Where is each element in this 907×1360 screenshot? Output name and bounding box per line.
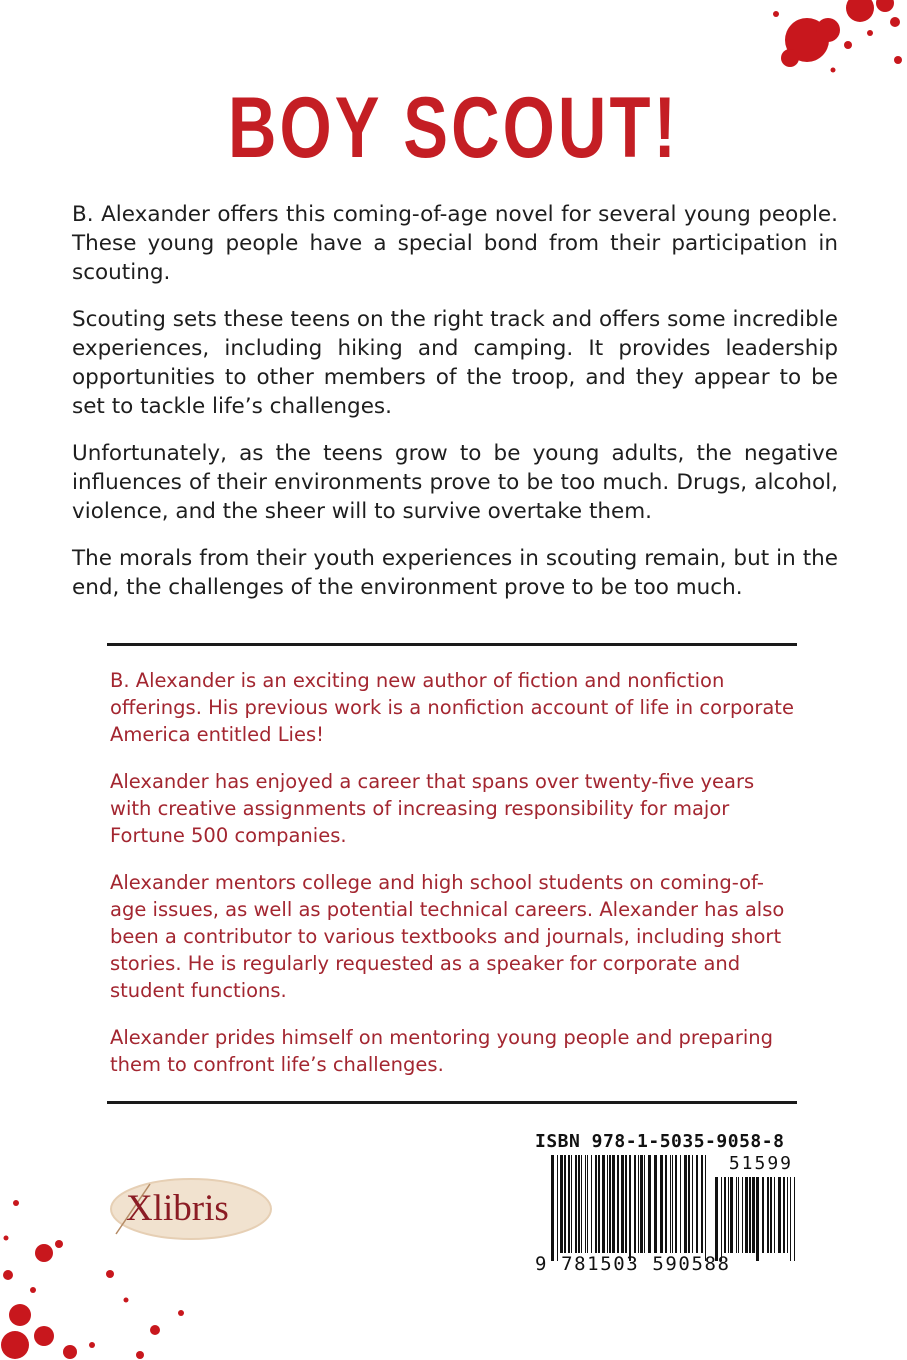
barcode-bar <box>670 1155 671 1253</box>
barcode-bar <box>625 1155 627 1253</box>
synopsis <box>72 200 838 620</box>
barcode-bar <box>648 1155 651 1253</box>
barcode-bar <box>696 1155 698 1253</box>
barcode-bar <box>738 1177 739 1253</box>
barcode-bar <box>581 1155 582 1253</box>
barcode-bar <box>749 1177 751 1253</box>
barcode-bar <box>595 1155 597 1253</box>
barcode-bar <box>568 1155 570 1253</box>
synopsis-paragraph: Unfortunately, as the teens grow to be young adults, the negative influences of their environments prove to be too much. Drugs, alcohol, violence, and the sheer will to survive overtake them. <box>72 441 838 524</box>
barcode-bar <box>688 1155 690 1253</box>
barcode-bar <box>587 1155 588 1253</box>
barcode-bar <box>692 1155 693 1253</box>
barcode-bar <box>551 1155 554 1261</box>
barcode-bar <box>701 1155 703 1253</box>
barcode-bar <box>724 1177 726 1253</box>
barcode-bar <box>598 1155 600 1253</box>
barcode-bar <box>675 1155 677 1253</box>
synopsis-paragraph: The morals from their youth experiences in scouting remain, but in the end, the challenges of the environment prove to be too much. <box>72 546 838 600</box>
price-code: 51599 <box>728 1153 793 1174</box>
divider-bottom <box>107 1101 797 1104</box>
barcode-bar <box>609 1155 611 1253</box>
barcode-bar <box>560 1155 563 1253</box>
isbn-label: ISBN 978-1-5035-9058-8 <box>535 1131 785 1152</box>
barcode-bar <box>578 1155 580 1253</box>
barcode-bar <box>728 1177 729 1253</box>
xlibris-logo <box>108 1172 274 1242</box>
svg-text:Xlibris: Xlibris <box>126 1188 229 1229</box>
barcode-bar <box>654 1155 657 1253</box>
divider-top <box>107 643 797 646</box>
barcode-digits: 9 781503 590588 <box>535 1253 731 1275</box>
barcode-bar <box>621 1155 624 1253</box>
barcode-bar <box>602 1155 605 1253</box>
isbn-barcode <box>535 1131 797 1278</box>
barcode-bar <box>745 1177 748 1253</box>
barcode-bar <box>742 1177 743 1253</box>
barcode-bar <box>665 1155 667 1253</box>
barcode-bar <box>794 1177 795 1261</box>
barcode-bar <box>783 1177 785 1253</box>
barcode-bar <box>774 1177 775 1253</box>
barcode-bar <box>762 1177 764 1253</box>
barcode-bar <box>617 1155 619 1253</box>
barcode-bar <box>770 1177 772 1253</box>
barcode-bar <box>612 1155 615 1253</box>
barcode-bar <box>638 1155 639 1253</box>
barcode-bar <box>756 1177 759 1261</box>
barcode-bar <box>705 1155 706 1261</box>
barcode-bar <box>629 1155 631 1261</box>
barcode-bar <box>591 1155 592 1253</box>
barcode-bar <box>778 1177 781 1253</box>
barcode-bar <box>634 1155 636 1253</box>
barcode-bar <box>752 1177 755 1253</box>
bio-paragraph: B. Alexander is an exciting new author of fiction and nonfiction offerings. His previous work is a nonfiction account of life in corporate America entitled Lies! <box>110 669 794 746</box>
bio-paragraph: Alexander prides himself on mentoring young people and preparing them to confront life’s challenges. <box>110 1026 773 1076</box>
barcode-bar <box>575 1155 577 1253</box>
barcode-bar <box>790 1177 791 1261</box>
barcode-bar <box>767 1177 769 1253</box>
bio-paragraph: Alexander mentors college and high school students on coming-of-age issues, as well as potential technical careers. Alexander has also been a contributor to various textbooks and journals, including short stories. He is regularly requested as a speaker for corporate and student functions. <box>110 871 785 1002</box>
barcode-bar <box>557 1155 558 1261</box>
barcode-bar <box>730 1177 733 1253</box>
barcode-bar <box>585 1155 586 1253</box>
author-bio <box>110 667 798 1098</box>
barcode-bar <box>684 1155 687 1253</box>
barcode-bar <box>571 1155 572 1253</box>
barcode-bar <box>564 1155 566 1253</box>
barcode-bar <box>787 1177 788 1253</box>
barcode-bar <box>660 1155 663 1253</box>
barcode-bar <box>644 1155 645 1253</box>
barcode-bar <box>607 1155 608 1253</box>
book-title: BOY SCOUT! <box>227 80 680 176</box>
synopsis-paragraph: Scouting sets these teens on the right track and offers some incredible experiences, including hiking and camping. It provides leadership opportunities to other members of the troop, and they appear to be set to tackle life’s challenges. <box>72 307 838 419</box>
synopsis-paragraph: B. Alexander offers this coming-of-age novel for several young people. These young people have a special bond from their participation in scouting. <box>72 202 838 285</box>
barcode-bar <box>736 1177 737 1253</box>
barcode-bar <box>715 1177 718 1261</box>
barcode-bar <box>640 1155 643 1253</box>
barcode-bar <box>680 1155 681 1253</box>
barcode-bar <box>721 1177 722 1261</box>
bio-paragraph: Alexander has enjoyed a career that spans over twenty-five years with creative assignments of increasing responsibility for major Fortune 500 companies. <box>110 770 755 847</box>
barcode-bar <box>672 1155 673 1253</box>
